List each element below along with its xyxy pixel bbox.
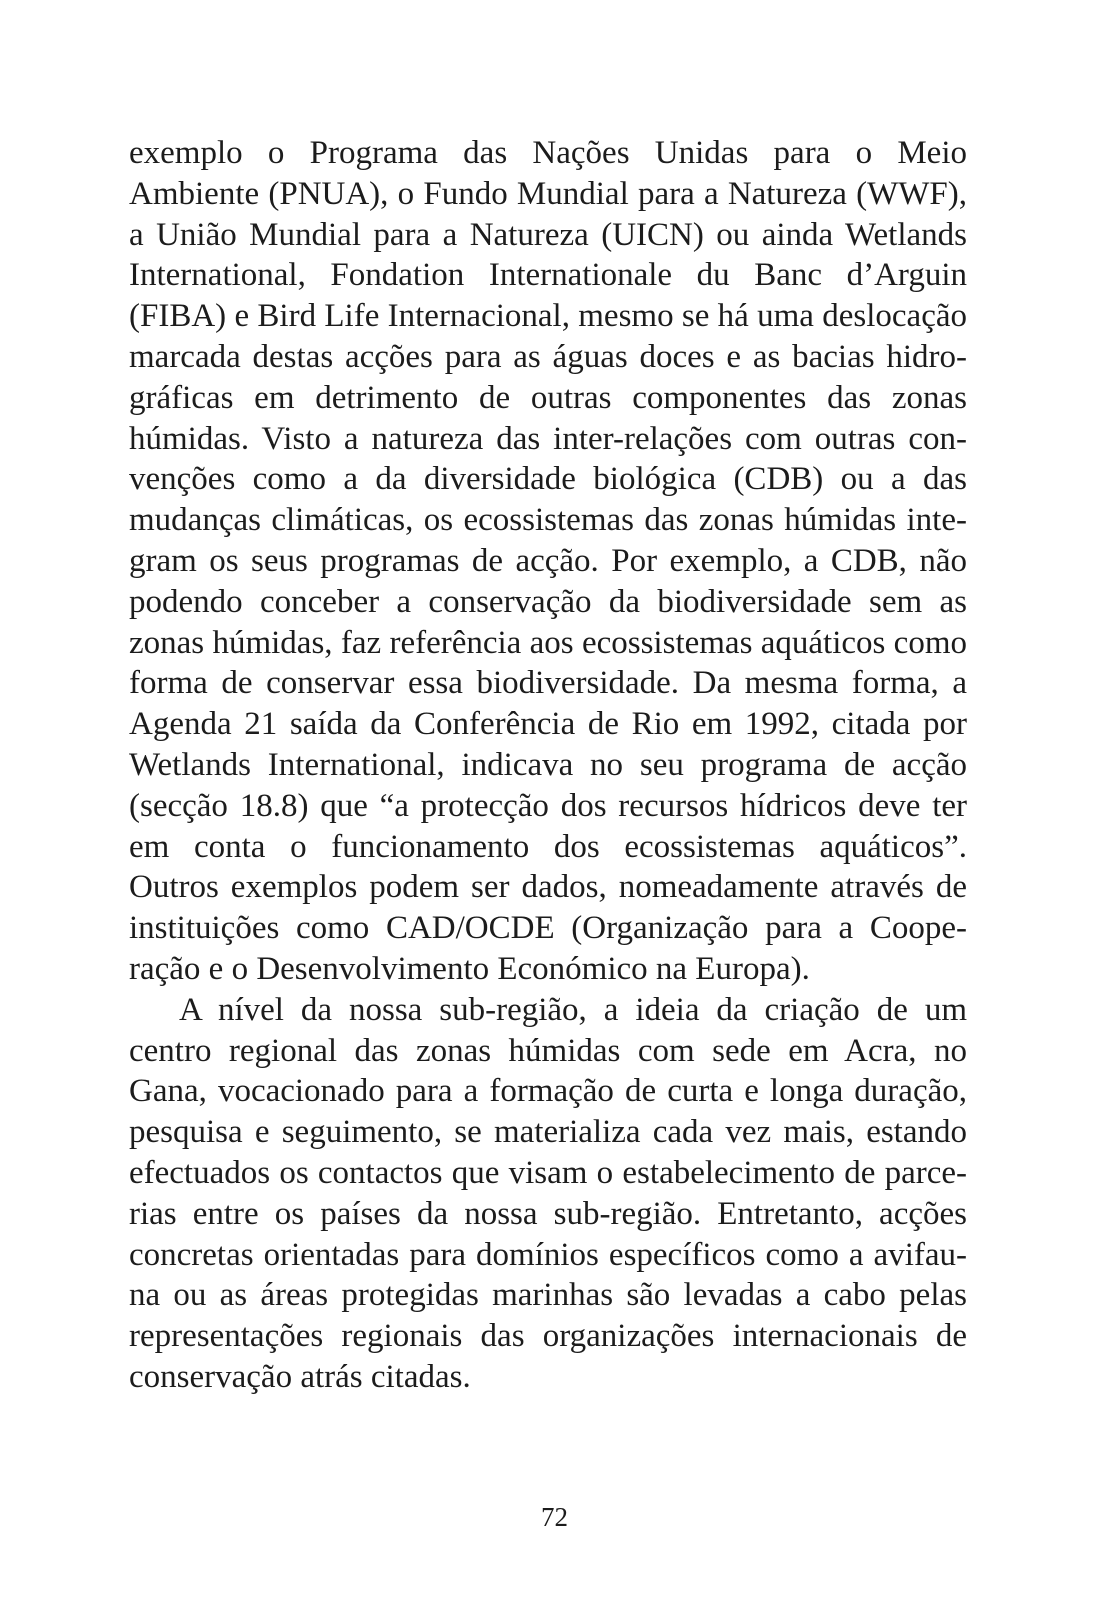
text-line: Gana, vocacionado para a formação de curta e longa duração,	[129, 1073, 967, 1110]
text-line: A nível da nossa sub-região, a ideia da criação de um	[179, 991, 967, 1028]
text-line: na ou as áreas protegidas marinhas são levadas a cabo pelas	[129, 1277, 967, 1314]
text-line: zonas húmidas, faz referência aos ecossistemas aquáticos como	[129, 624, 967, 661]
text-line: (FIBA) e Bird Life Internacional, mesmo se há uma deslocação	[129, 298, 967, 335]
text-line: em conta o funcionamento dos ecossistemas aquáticos”.	[129, 828, 967, 865]
text-line: efectuados os contactos que visam o estabelecimento de parce-	[129, 1154, 967, 1191]
page-number: 72	[541, 1502, 568, 1532]
text-line: concretas orientadas para domínios específicos como a avifau-	[129, 1236, 967, 1273]
text-line: Outros exemplos podem ser dados, nomeadamente através de	[129, 869, 967, 906]
text-line: Agenda 21 saída da Conferência de Rio em 1992, citada por	[129, 706, 967, 743]
text-line: gráficas em detrimento de outras componentes das zonas	[129, 379, 967, 416]
text-line: centro regional das zonas húmidas com sede em Acra, no	[129, 1032, 967, 1069]
text-line: forma de conservar essa biodiversidade. Da mesma forma, a	[129, 665, 967, 702]
text-line: gram os seus programas de acção. Por exemplo, a CDB, não	[129, 542, 967, 579]
text-line: rias entre os países da nossa sub-região. Entretanto, acções	[129, 1195, 967, 1232]
paragraph-1	[129, 133, 967, 990]
body-text	[129, 133, 967, 1398]
text-line: mudanças climáticas, os ecossistemas das zonas húmidas inte-	[129, 502, 967, 539]
text-line: International, Fondation Internationale du Banc d’Arguin	[129, 257, 967, 294]
text-line: Wetlands International, indicava no seu programa de acção	[129, 746, 967, 783]
text-line: ração e o Desenvolvimento Económico na Europa).	[129, 950, 810, 987]
text-line: húmidas. Visto a natureza das inter-relações com outras con-	[129, 420, 967, 457]
text-line: representações regionais das organizações internacionais de	[129, 1318, 967, 1355]
text-line: exemplo o Programa das Nações Unidas para o Meio	[129, 135, 967, 171]
text-line: pesquisa e seguimento, se materializa cada vez mais, estando	[129, 1114, 967, 1151]
text-line: (secção 18.8) que “a protecção dos recursos hídricos deve ter	[129, 787, 967, 824]
text-line: venções como a da diversidade biológica (CDB) ou a das	[129, 461, 967, 498]
text-line: conservação atrás citadas.	[129, 1358, 471, 1395]
text-line: a União Mundial para a Natureza (UICN) ou ainda Wetlands	[129, 216, 967, 253]
text-line: marcada destas acções para as águas doces e as bacias hidro-	[129, 338, 967, 375]
text-line: podendo conceber a conservação da biodiversidade sem as	[129, 583, 967, 620]
paragraph-2	[129, 990, 967, 1398]
text-line: instituições como CAD/OCDE (Organização para a Coope-	[129, 910, 967, 947]
text-line: Ambiente (PNUA), o Fundo Mundial para a Natureza (WWF),	[129, 175, 967, 212]
